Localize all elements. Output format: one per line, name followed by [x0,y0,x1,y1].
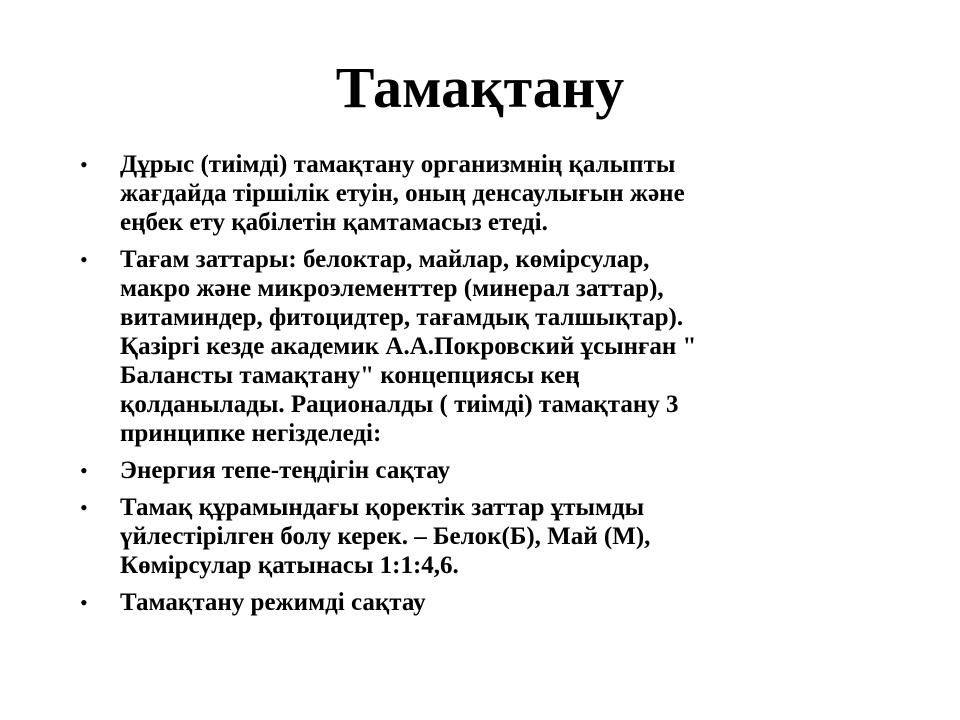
bullet-text-line: макро және микроэлементтер (минерал заттар), [120,275,664,302]
bullet-text-line: Дұрыс (тиімді) тамақтану организмнің қалыпты [120,151,676,178]
bullet-text-line: еңбек ету қабілетін қамтамасыз етеді. [120,209,548,236]
bullet-text-line: принципке негізделеді: [120,420,382,447]
bullet-icon: • [80,152,88,177]
bullet-item [80,456,900,485]
bullet-icon: • [80,495,88,520]
bullet-text-line: Тамақ құрамындағы қоректік заттар ұтымды [120,494,645,521]
bullet-text-line: Қазіргі кезде академик А.А.Покровский ұсынған " [120,333,697,360]
bullet-item [80,245,900,448]
bullet-item [80,588,900,617]
bullet-icon: • [80,590,88,615]
bullet-text-line: Энергия тепе-теңдігін сақтау [120,457,451,484]
bullet-icon: • [80,247,88,272]
bullet-text-line: қолданылады. Рационалды ( тиімді) тамақтану 3 [120,391,679,418]
bullet-item [80,493,900,580]
bullet-text-line: витаминдер, фитоцидтер, тағамдық талшықтар). [120,304,684,331]
bullet-icon: • [80,458,88,483]
bullet-text-line: жағдайда тіршілік етуін, оның денсаулығын және [120,180,685,207]
slide-title: Тамақтану [335,55,625,120]
bullet-text-line: Көмірсулар қатынасы 1:1:4,6. [120,552,459,579]
bullet-item [80,150,900,237]
bullet-text-line: Тамақтану режимді сақтау [120,589,426,616]
bullet-text-line: Балансты тамақтану" концепциясы кең [120,362,580,389]
bullet-list [80,150,900,625]
bullet-text-line: Тағам заттары: белоктар, майлар, көмірсулар, [120,246,650,273]
bullet-text-line: үйлестірілген болу керек. – Белок(Б), Май (М), [120,523,651,550]
